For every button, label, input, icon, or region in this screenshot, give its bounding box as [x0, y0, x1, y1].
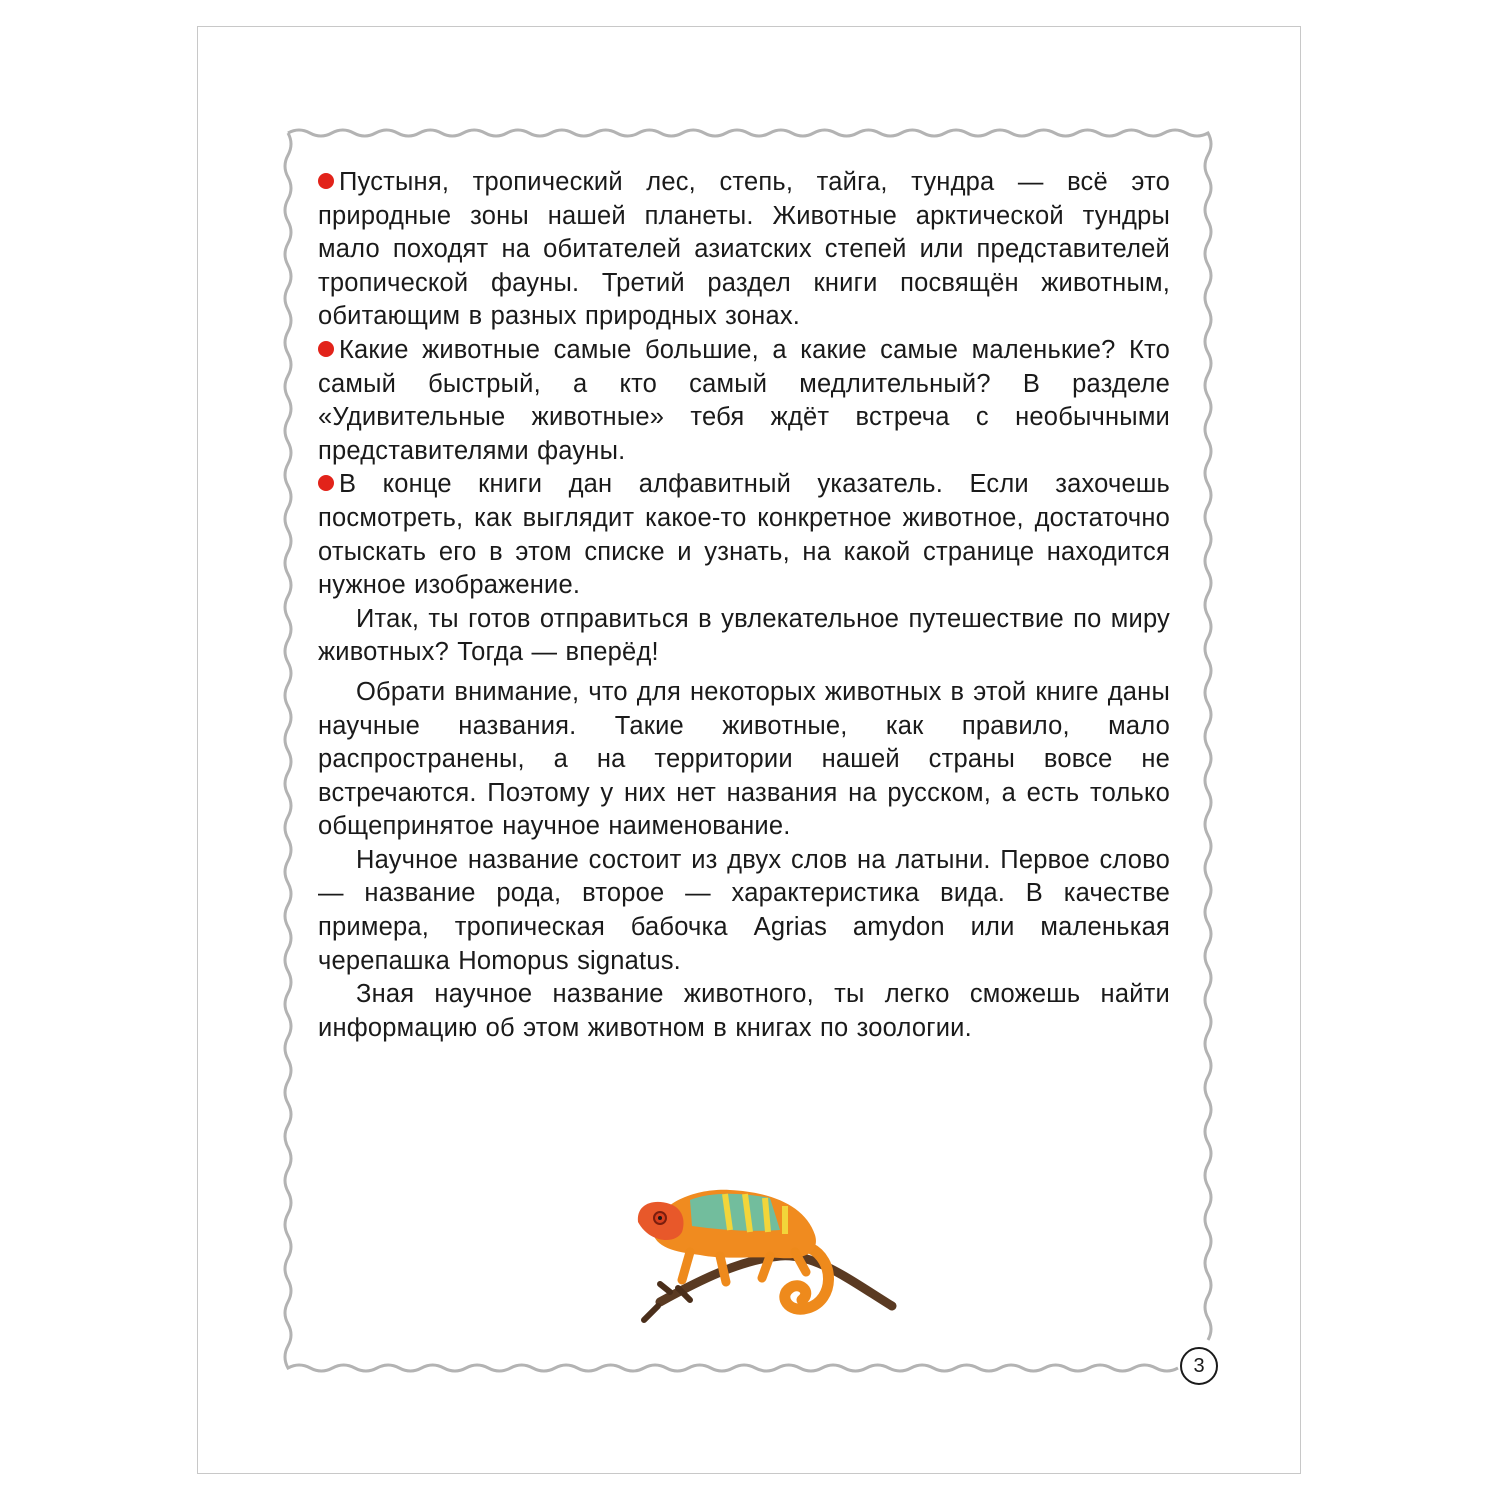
bullet-paragraph-1 — [318, 166, 1170, 334]
page-number-badge — [1180, 1347, 1218, 1385]
paragraph-7: Зная научное название животного, ты легко сможешь найти информацию об этом животном в книгах по зоологии. — [318, 980, 1170, 1042]
paragraph-4: Итак, ты готов отправиться в увлекательное путешествие по миру животных? Тогда — вперёд! — [318, 604, 1170, 667]
paragraph-6: Научное название состоит из двух слов на латыни. Первое слово — название рода, второе — характеристика вида. В качестве примера, тропическая бабочка Agrias amydon или маленькая черепашка Homopus signatus. — [318, 845, 1170, 975]
red-bullet-icon — [318, 173, 334, 189]
bullet-paragraph-3 — [318, 468, 1170, 602]
paragraph-2-text: Какие животные самые большие, а какие самые маленькие? Кто самый быстрый, а кто самый медлительный? В разделе «Удивительные животные» тебя ждёт встреча с необычными представителями фауны. — [318, 335, 1170, 465]
red-bullet-icon — [318, 475, 334, 491]
bullet-paragraph-2 — [318, 334, 1170, 468]
paragraph-5: Обрати внимание, что для некоторых животных в этой книге даны научные названия. Такие животные, как правило, мало распространены, а на территории нашей страны вовсе не встречаются. Поэтому у них нет названия на русском, а есть только общепринятое научное наименование. — [318, 677, 1170, 841]
text-column — [318, 166, 1170, 1045]
paragraph-3-text: В конце книги дан алфавитный указатель. Если захочешь посмотреть, как выглядит какое-то конкретное животное, достаточно отыскать его в этом списке и узнать, на какой странице находится нужное изображение. — [318, 470, 1170, 600]
red-bullet-icon — [318, 341, 334, 357]
chameleon-illustration — [630, 1160, 900, 1330]
page-number: 3 — [1193, 1354, 1205, 1377]
paragraph-1-text: Пустыня, тропический лес, степь, тайга, тундра — всё это природные зоны нашей планеты. Животные арктической тундры мало походят на обитателей азиатских степей или представителей тропической фауны. Третий раздел книги посвящён животным, обитающим в разных природных зонах. — [318, 168, 1170, 331]
